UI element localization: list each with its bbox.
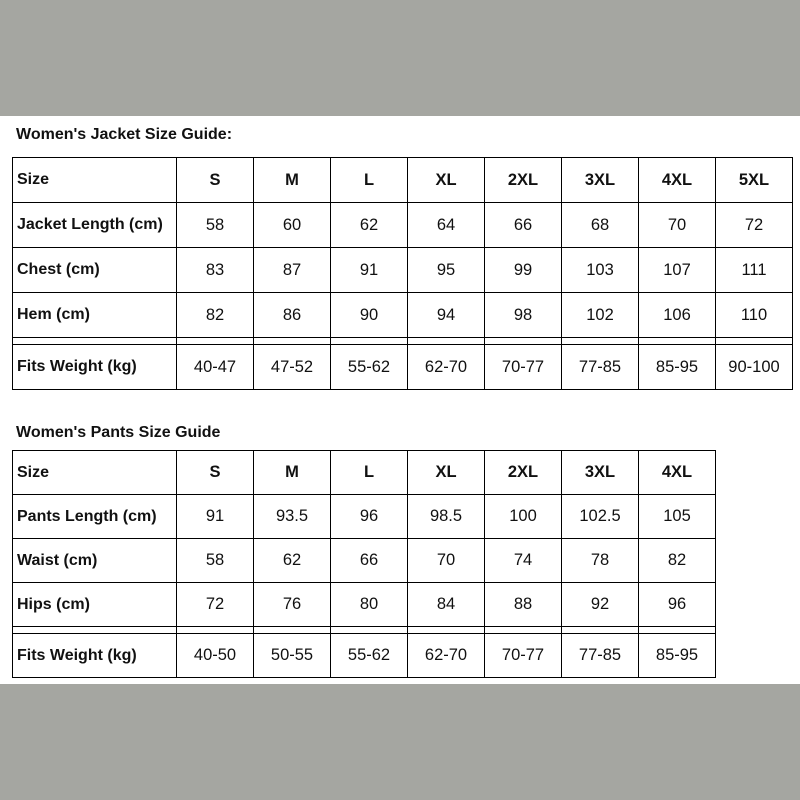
measurement-cell: 102 bbox=[562, 293, 639, 338]
measurement-cell: 96 bbox=[331, 495, 408, 539]
measurement-cell: 94 bbox=[408, 293, 485, 338]
table-row bbox=[13, 539, 716, 583]
weight-cell: 62-70 bbox=[408, 634, 485, 678]
spacer-cell bbox=[177, 338, 254, 345]
measurement-cell: 88 bbox=[485, 583, 562, 627]
measurement-cell: 78 bbox=[562, 539, 639, 583]
size-header: 2XL bbox=[485, 158, 562, 203]
measurement-cell: 66 bbox=[485, 203, 562, 248]
row-label: Fits Weight (kg) bbox=[13, 634, 177, 678]
weight-cell: 40-50 bbox=[177, 634, 254, 678]
spacer-cell bbox=[408, 338, 485, 345]
size-header: L bbox=[331, 451, 408, 495]
measurement-cell: 74 bbox=[485, 539, 562, 583]
weight-cell: 40-47 bbox=[177, 345, 254, 390]
table-spacer-row bbox=[13, 627, 716, 634]
size-header: S bbox=[177, 158, 254, 203]
measurement-cell: 99 bbox=[485, 248, 562, 293]
measurement-cell: 103 bbox=[562, 248, 639, 293]
measurement-cell: 91 bbox=[331, 248, 408, 293]
weight-cell: 77-85 bbox=[562, 345, 639, 390]
spacer-cell bbox=[177, 627, 254, 634]
table-row bbox=[13, 293, 793, 338]
weight-cell: 85-95 bbox=[639, 345, 716, 390]
weight-cell: 55-62 bbox=[331, 634, 408, 678]
measurement-cell: 64 bbox=[408, 203, 485, 248]
size-header: 4XL bbox=[639, 158, 716, 203]
measurement-cell: 84 bbox=[408, 583, 485, 627]
row-label: Chest (cm) bbox=[13, 248, 177, 293]
measurement-cell: 110 bbox=[716, 293, 793, 338]
measurement-cell: 90 bbox=[331, 293, 408, 338]
table-header-row bbox=[13, 451, 716, 495]
spacer-cell bbox=[254, 627, 331, 634]
spacer-cell bbox=[331, 627, 408, 634]
size-guide-sheet bbox=[0, 116, 800, 684]
size-header: XL bbox=[408, 451, 485, 495]
pants-size-guide-title: Women's Pants Size Guide bbox=[16, 424, 221, 441]
weight-cell: 85-95 bbox=[639, 634, 716, 678]
size-header: 3XL bbox=[562, 451, 639, 495]
table-spacer-row bbox=[13, 338, 793, 345]
measurement-cell: 70 bbox=[639, 203, 716, 248]
table-header-row bbox=[13, 158, 793, 203]
table-row bbox=[13, 495, 716, 539]
measurement-cell: 62 bbox=[254, 539, 331, 583]
pants-size-table bbox=[12, 450, 716, 678]
measurement-cell: 87 bbox=[254, 248, 331, 293]
row-label: Pants Length (cm) bbox=[13, 495, 177, 539]
measurement-cell: 95 bbox=[408, 248, 485, 293]
size-header: S bbox=[177, 451, 254, 495]
measurement-cell: 98 bbox=[485, 293, 562, 338]
measurement-cell: 86 bbox=[254, 293, 331, 338]
spacer-cell bbox=[254, 338, 331, 345]
measurement-cell: 105 bbox=[639, 495, 716, 539]
weight-cell: 62-70 bbox=[408, 345, 485, 390]
measurement-cell: 72 bbox=[177, 583, 254, 627]
size-header: L bbox=[331, 158, 408, 203]
measurement-cell: 92 bbox=[562, 583, 639, 627]
measurement-cell: 106 bbox=[639, 293, 716, 338]
measurement-cell: 80 bbox=[331, 583, 408, 627]
measurement-cell: 66 bbox=[331, 539, 408, 583]
spacer-cell bbox=[331, 338, 408, 345]
measurement-cell: 91 bbox=[177, 495, 254, 539]
spacer-cell bbox=[13, 627, 177, 634]
measurement-cell: 111 bbox=[716, 248, 793, 293]
weight-cell: 70-77 bbox=[485, 345, 562, 390]
spacer-cell bbox=[716, 338, 793, 345]
jacket-size-guide-title: Women's Jacket Size Guide: bbox=[16, 126, 233, 143]
size-header: 5XL bbox=[716, 158, 793, 203]
row-label: Hem (cm) bbox=[13, 293, 177, 338]
measurement-cell: 107 bbox=[639, 248, 716, 293]
measurement-cell: 82 bbox=[177, 293, 254, 338]
measurement-cell: 100 bbox=[485, 495, 562, 539]
measurement-cell: 83 bbox=[177, 248, 254, 293]
row-label: Fits Weight (kg) bbox=[13, 345, 177, 390]
row-label: Waist (cm) bbox=[13, 539, 177, 583]
measurement-cell: 82 bbox=[639, 539, 716, 583]
spacer-cell bbox=[408, 627, 485, 634]
measurement-cell: 62 bbox=[331, 203, 408, 248]
row-label: Hips (cm) bbox=[13, 583, 177, 627]
spacer-cell bbox=[639, 627, 716, 634]
header-label: Size bbox=[13, 158, 177, 203]
table-row bbox=[13, 583, 716, 627]
measurement-cell: 60 bbox=[254, 203, 331, 248]
measurement-cell: 58 bbox=[177, 539, 254, 583]
measurement-cell: 102.5 bbox=[562, 495, 639, 539]
size-header: 2XL bbox=[485, 451, 562, 495]
fits-weight-row bbox=[13, 345, 793, 390]
spacer-cell bbox=[562, 627, 639, 634]
measurement-cell: 76 bbox=[254, 583, 331, 627]
spacer-cell bbox=[485, 338, 562, 345]
measurement-cell: 93.5 bbox=[254, 495, 331, 539]
header-label: Size bbox=[13, 451, 177, 495]
fits-weight-row bbox=[13, 634, 716, 678]
size-header: 3XL bbox=[562, 158, 639, 203]
spacer-cell bbox=[13, 338, 177, 345]
weight-cell: 50-55 bbox=[254, 634, 331, 678]
measurement-cell: 98.5 bbox=[408, 495, 485, 539]
weight-cell: 77-85 bbox=[562, 634, 639, 678]
size-header: M bbox=[254, 158, 331, 203]
spacer-cell bbox=[485, 627, 562, 634]
weight-cell: 70-77 bbox=[485, 634, 562, 678]
weight-cell: 47-52 bbox=[254, 345, 331, 390]
spacer-cell bbox=[639, 338, 716, 345]
table-row bbox=[13, 248, 793, 293]
jacket-size-table bbox=[12, 157, 793, 390]
weight-cell: 55-62 bbox=[331, 345, 408, 390]
size-header: XL bbox=[408, 158, 485, 203]
measurement-cell: 68 bbox=[562, 203, 639, 248]
size-header: M bbox=[254, 451, 331, 495]
row-label: Jacket Length (cm) bbox=[13, 203, 177, 248]
size-header: 4XL bbox=[639, 451, 716, 495]
weight-cell: 90-100 bbox=[716, 345, 793, 390]
measurement-cell: 70 bbox=[408, 539, 485, 583]
measurement-cell: 72 bbox=[716, 203, 793, 248]
table-row bbox=[13, 203, 793, 248]
spacer-cell bbox=[562, 338, 639, 345]
measurement-cell: 96 bbox=[639, 583, 716, 627]
measurement-cell: 58 bbox=[177, 203, 254, 248]
